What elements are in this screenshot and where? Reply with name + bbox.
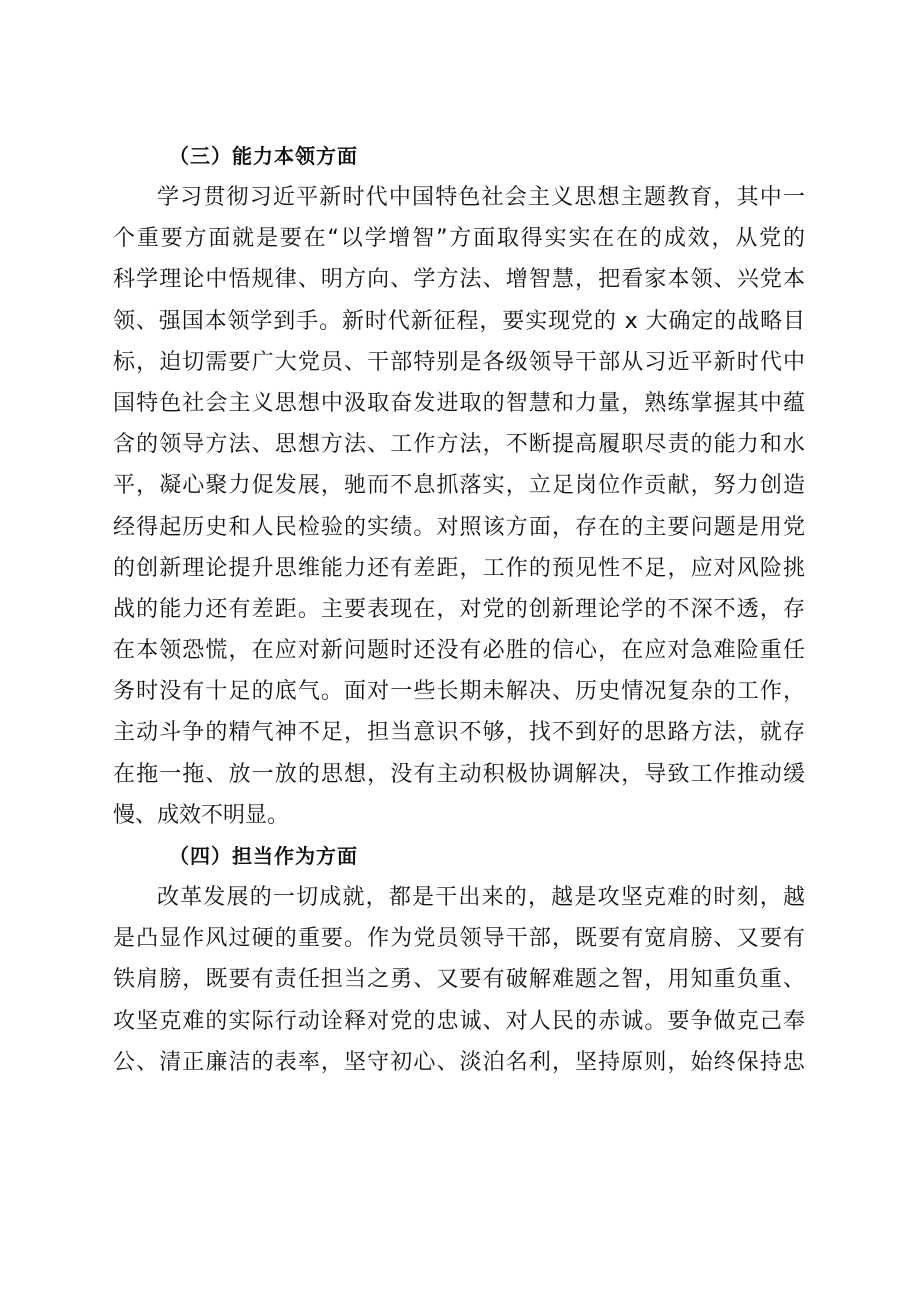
paragraph-ability [113, 177, 805, 836]
text-line: 个重要方面就是要在“以学增智”方面取得实实在在的成效，从党的 [113, 226, 805, 252]
text-line: 国特色社会主义思想中汲取奋发进取的智慧和力量，熟练掌握其中蕴 [113, 390, 805, 416]
paragraph-responsibility [113, 877, 805, 1083]
text-line: 务时没有十足的底气。面对一些长期未解决、历史情况复杂的工作， [113, 679, 805, 705]
text-line: 主动斗争的精气神不足，担当意识不够，找不到好的思路方法，就存 [113, 720, 805, 746]
text-line: 学习贯彻习近平新时代中国特色社会主义思想主题教育，其中一 [157, 185, 805, 210]
text-line: 平，凝心聚力促发展，驰而不息抓落实，立足岗位作贡献，努力创造 [113, 473, 805, 499]
text-line: 慢、成效不明显。 [113, 802, 290, 828]
text-line: 在本领恐慌，在应对新问题时还没有必胜的信心，在应对急难险重任 [113, 638, 805, 664]
text-line: 攻坚克难的实际行动诠释对党的忠诚、对人民的赤诚。要争做克己奉 [113, 1008, 805, 1034]
text-line: 公、清正廉洁的表率，坚守初心、淡泊名利，坚持原则，始终保持忠 [113, 1049, 805, 1075]
text-line: 标，迫切需要广大党员、干部特别是各级领导干部从习近平新时代中 [113, 349, 805, 375]
text-line: 改革发展的一切成就，都是干出来的，越是攻坚克难的时刻，越 [157, 885, 805, 910]
text-line: 铁肩膀，既要有责任担当之勇、又要有破解难题之智，用知重负重、 [113, 967, 805, 993]
text-line: 领、强国本领学到手。新时代新征程，要实现党的 x 大确定的战略目 [113, 308, 805, 334]
text-line: 在拖一拖、放一放的思想，没有主动积极协调解决，导致工作推动缓 [113, 761, 805, 787]
section-heading-responsibility: （四）担当作为方面 [169, 844, 358, 868]
text-line: 战的能力还有差距。主要表现在，对党的创新理论学的不深不透，存 [113, 596, 805, 622]
section-heading-ability: （三）能力本领方面 [169, 144, 358, 168]
text-line: 经得起历史和人民检验的实绩。对照该方面，存在的主要问题是用党 [113, 514, 805, 540]
document-body [113, 136, 805, 1083]
text-line: 含的领导方法、思想方法、工作方法，不断提高履职尽责的能力和水 [113, 432, 805, 458]
text-line: 科学理论中悟规律、明方向、学方法、增智慧，把看家本领、兴党本 [113, 267, 805, 293]
text-line: 是凸显作风过硬的重要。作为党员领导干部，既要有宽肩膀、又要有 [113, 926, 805, 952]
text-line: 的创新理论提升思维能力还有差距，工作的预见性不足，应对风险挑 [113, 555, 805, 581]
